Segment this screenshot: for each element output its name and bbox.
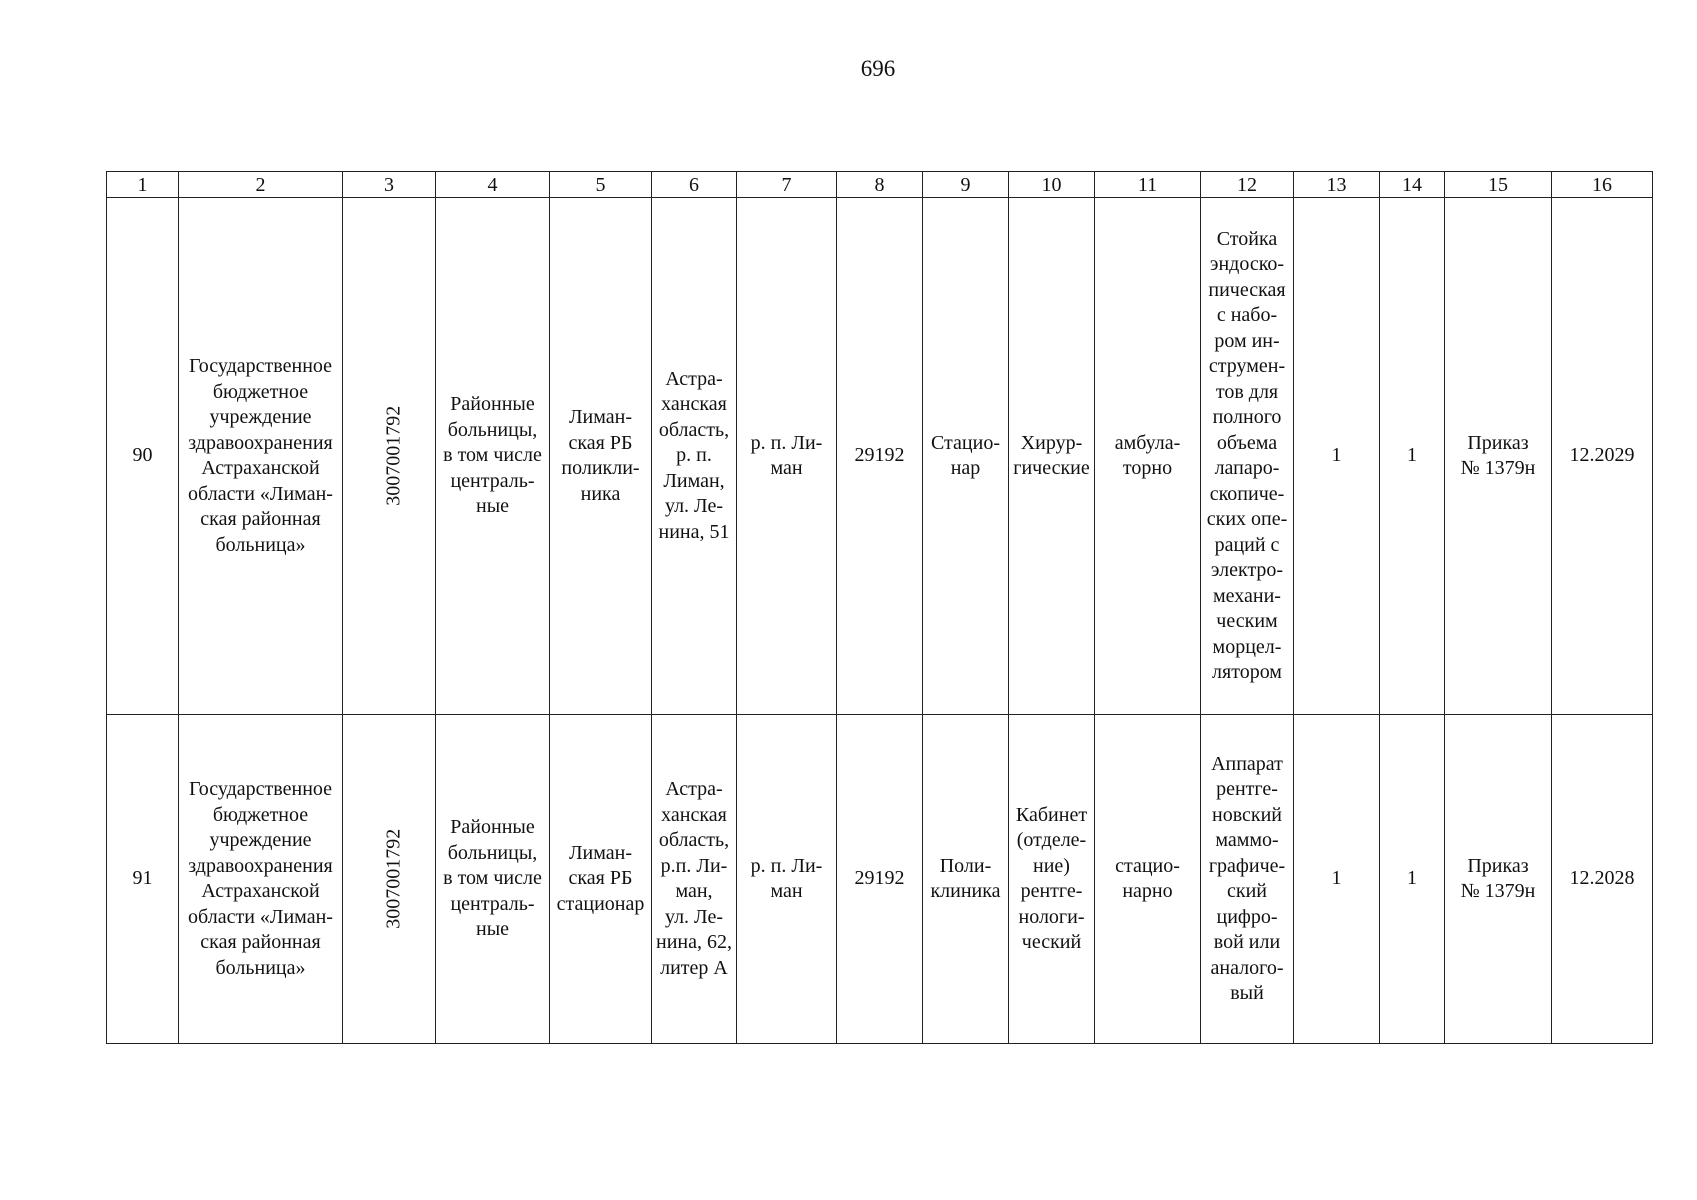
column-header: 4 [436,172,550,198]
hospital-type-cell: Районные больницы, в том числе централь- ные [436,715,550,1044]
quantity-cell: 1 [1380,198,1445,715]
care-form-cell: стацио- нарно [1095,715,1201,1044]
locality-code-cell: 29192 [837,198,923,715]
column-header: 2 [179,172,343,198]
institution-name-cell: Государственное бюджетное учреждение здравоохранения Астраханской области «Лиман- ская районная больница» [179,198,343,715]
care-type-cell: Стацио- нар [923,198,1009,715]
page-number: 696 [860,56,896,81]
order-cell: Приказ № 1379н [1445,198,1552,715]
column-header: 10 [1009,172,1095,198]
column-header: 5 [550,172,652,198]
department-cell: Кабинет (отделе- ние) рентге- нологи- ческий [1009,715,1095,1044]
address-cell: Астра- ханская область, р. п. Лиман, ул. Ле- нина, 51 [652,198,737,715]
column-header: 3 [343,172,436,198]
unit-name-cell: Лиман- ская РБ стационар [550,715,652,1044]
hospital-type-cell: Районные больницы, в том числе централь- ные [436,198,550,715]
department-cell: Хирур- гические [1009,198,1095,715]
care-form-cell: амбула- торно [1095,198,1201,715]
address-cell: Астра- ханская область, р.п. Ли- ман, ул. Ле- нина, 62, литер А [652,715,737,1044]
code-cell [343,715,436,1044]
column-number-row [107,172,1653,198]
unit-name-cell: Лиман- ская РБ поликли- ника [550,198,652,715]
equipment-cell: Стойка эндоско- пическая с набо- ром ин- струмен- тов для полного объема лапаро- скопиче- ских опе- раций с электро- механи- ческим морцел- лятором [1201,198,1294,715]
code-value: 3007001792 [382,406,405,506]
quantity-cell: 1 [1380,715,1445,1044]
locality-cell: р. п. Ли- ман [737,198,837,715]
column-header: 7 [737,172,837,198]
column-header: 14 [1380,172,1445,198]
date-cell: 12.2029 [1552,198,1653,715]
column-header: 6 [652,172,737,198]
row-number-cell: 91 [107,715,179,1044]
column-header: 12 [1201,172,1294,198]
column-header: 9 [923,172,1009,198]
column-header: 13 [1294,172,1380,198]
care-type-cell: Поли- клиника [923,715,1009,1044]
order-cell: Приказ № 1379н [1445,715,1552,1044]
row-number-cell: 90 [107,198,179,715]
quantity-cell: 1 [1294,715,1380,1044]
code-value: 3007001792 [382,829,405,929]
equipment-registry-table [106,171,1653,1044]
code-cell [343,198,436,715]
locality-cell: р. п. Ли- ман [737,715,837,1044]
date-cell: 12.2028 [1552,715,1653,1044]
column-header: 16 [1552,172,1653,198]
column-header: 1 [107,172,179,198]
quantity-cell: 1 [1294,198,1380,715]
locality-code-cell: 29192 [837,715,923,1044]
column-header: 8 [837,172,923,198]
table-row [107,715,1653,1044]
equipment-cell: Аппарат рентге- новский маммо- графиче- ский цифро- вой или аналого- вый [1201,715,1294,1044]
institution-name-cell: Государственное бюджетное учреждение здравоохранения Астраханской области «Лиман- ская районная больница» [179,715,343,1044]
column-header: 11 [1095,172,1201,198]
table-row [107,198,1653,715]
column-header: 15 [1445,172,1552,198]
